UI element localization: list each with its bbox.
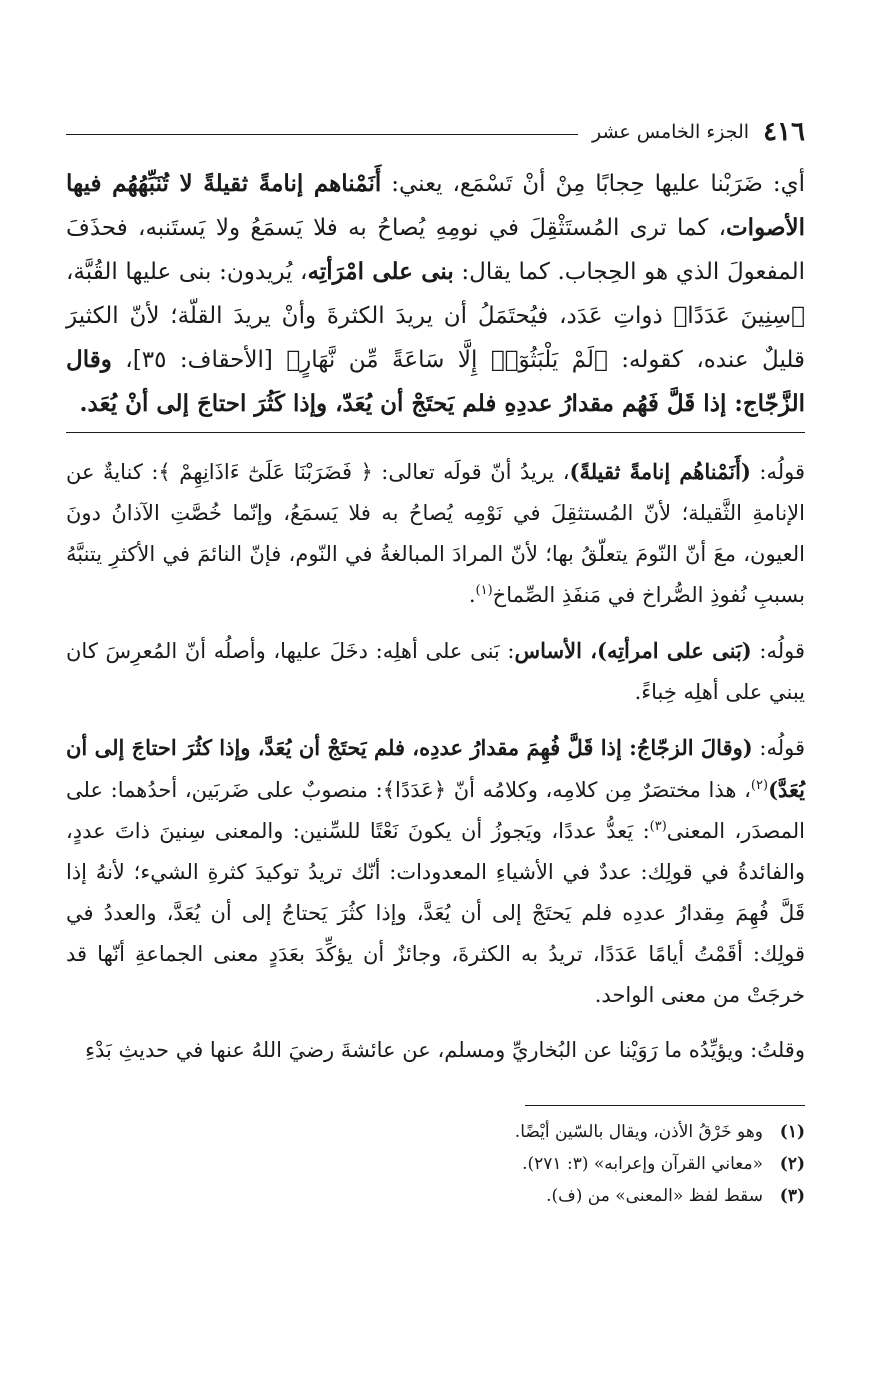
page-number: ٤١٦ xyxy=(763,117,805,147)
main-text-segment: ، كما ترى المُستَثْقِلَ في نومِهِ يُصاحُ به فلا يَسمَعُ ولا يَستَنبه، فحذَفَ المفعولَ الذي هو الحِجاب. كما يقال: xyxy=(66,215,805,285)
footnote-marker: (٢) xyxy=(779,1154,805,1174)
footnote-divider xyxy=(525,1105,805,1106)
footnote-text: وهو خَرْقُ الأذن، ويقال بالسّين أيْضًا. xyxy=(514,1122,763,1142)
footnote-reference[interactable]: (٣) xyxy=(649,819,667,834)
main-text-segment: ، يُريدون: بنى عليها القُبَّة، ﴿سِنِينَ عَدَدًا﴾ ذواتِ عَدَد، فيُحتَمَلُ أن يريدَ الكثرةَ وأنْ يريدَ القلّة؛ لأنّ الكثيرَ قليلٌ عنده، كقوله: ﴿لَمْ يَلْبَثُوٓا۟ إِلَّا سَاعَةً مِّن نَّهَارٍ﴾ [الأحقاف: ٣٥]، xyxy=(66,259,805,373)
commentary-segment: : بَنى على أهلِه: دخَلَ عليها، وأصلُه أنّ المُعرِسَ كان يبني على أهلِه خِباءً. xyxy=(66,639,805,704)
commentary-segment: قولُه: xyxy=(750,460,805,484)
commentary-segment: ، هذا مختصَرٌ مِن كلامِه، وكلامُه أنّ ﴿عَدَدًا﴾: منصوبٌ على ضَربَين، أحدُهما: على المصدَر، المعنى xyxy=(66,778,805,843)
commentary-segment-bold: (بَنى على امرأتِه)، الأساس xyxy=(514,638,752,663)
commentary-segment: ، يريدُ أنّ قولَه تعالى: ﴿ فَضَرَبْنَا عَلَىٰٓ ءَاذَانِهِمْ ﴾: كنايةٌ عن الإنامةِ الثَّقيلة؛ لأنّ المُستثقِلَ في نَوْمِه يُصاحُ به فلا يَسمَعُ، وإنّما خُصَّتِ الآذانُ دونَ العيون، معَ أنّ النّومَ يتعلّقُ بها؛ لأنّ المرادَ المبالغةُ في النّوم، فإنّ النائمَ في الأكثرِ يتنبَّهُ بسببِ نُفوذِ الصُّراخ في مَنفَذِ الصِّماخ xyxy=(66,460,805,607)
footnote-text: سقط لفظ «المعنى» من (ف). xyxy=(546,1186,763,1206)
commentary-paragraph xyxy=(66,727,805,1016)
main-text-segment-bold: أَنَمْناهم إنامةً ثقيلةً لا تُنَبِّهُهُم فيها الأصوات xyxy=(66,170,805,241)
commentary-segment: قولُه: xyxy=(751,639,806,663)
footnote-marker: (١) xyxy=(779,1122,805,1142)
commentary-segment-bold: (وقالَ الزجّاجُ: إذا قَلَّ فُهِمَ مقدارُ عددِه، فلم يَحتَجْ أن يُعَدَّ، وإذا كثُرَ احتاجَ إلى أن يُعَدَّ) xyxy=(66,735,805,802)
footnote xyxy=(66,1116,805,1148)
footnotes xyxy=(66,1116,805,1212)
running-title: الجزء الخامس عشر xyxy=(591,121,750,143)
footnote xyxy=(66,1180,805,1212)
footnote-reference[interactable]: (١) xyxy=(475,583,493,598)
commentary-paragraph xyxy=(66,451,805,616)
main-text-segment: أي: ضَرَبْنا عليها حِجابًا مِنْ أنْ تَسْمَع، يعني: xyxy=(381,171,805,197)
header-divider xyxy=(66,134,578,135)
footnote xyxy=(66,1148,805,1180)
main-text-segment-bold: وقال الزَّجّاج: إذا قَلَّ فَهُم مقدارُ عددِهِ فلم يَحتَجْ أن يُعَدّ، وإذا كَثُرَ احتاجَ إلى أنْ يُعَد. xyxy=(66,346,805,417)
page-header xyxy=(66,110,805,154)
main-text-segment-bold: بنى على امْرَأتِه xyxy=(307,258,454,285)
main-text xyxy=(66,162,805,426)
footnote-reference[interactable]: (٢) xyxy=(750,778,769,793)
commentary-paragraph xyxy=(66,1030,805,1071)
commentary-segment: قولُه: xyxy=(752,736,806,760)
footnote-text: «معاني القرآن وإعرابه» (٣: ٢٧١). xyxy=(522,1154,763,1174)
commentary-segment: : يَعدُّ عددًا، ويَجوزُ أن يكونَ نَعْتًا للسِّنين: والمعنى سِنينَ ذاتَ عددٍ، والفائدةُ في قولِك: عددٌ في الأشياءِ المعدودات: أنّك تريدُ توكيدَ كثرةِ الشيء؛ لأنهُ إذا قَلَّ فُهِمَ مِقدارُ عددِه فلم يَحتَجْ إلى أن يُعَدَّ، وإذا كثُرَ يَحتاجُ إلى أن يُعَدَّ، والعددُ في قولِك: أقَمْتُ أيامًا عَدَدًا، تريدُ به الكثرةَ، وجائزٌ أن يؤكِّدَ بعَدَدٍ معنى الجماعةِ أنّها قد خرجَتْ من معنى الواحد. xyxy=(66,819,805,1007)
commentary-paragraph xyxy=(66,630,805,713)
commentary-segment-bold: (أَنَمْناهُم إنامةً ثقيلةً) xyxy=(569,459,751,484)
main-text-divider xyxy=(66,432,805,433)
commentary-segment: وقلتُ: ويؤيِّدُه ما رَوَيْنا عن البُخاريِّ ومسلم، عن عائشةَ رضيَ اللهُ عنها في حديثِ بَدْءِ xyxy=(85,1038,805,1062)
footnote-marker: (٣) xyxy=(779,1186,805,1206)
commentary xyxy=(66,451,805,1071)
commentary-segment: . xyxy=(468,583,476,607)
